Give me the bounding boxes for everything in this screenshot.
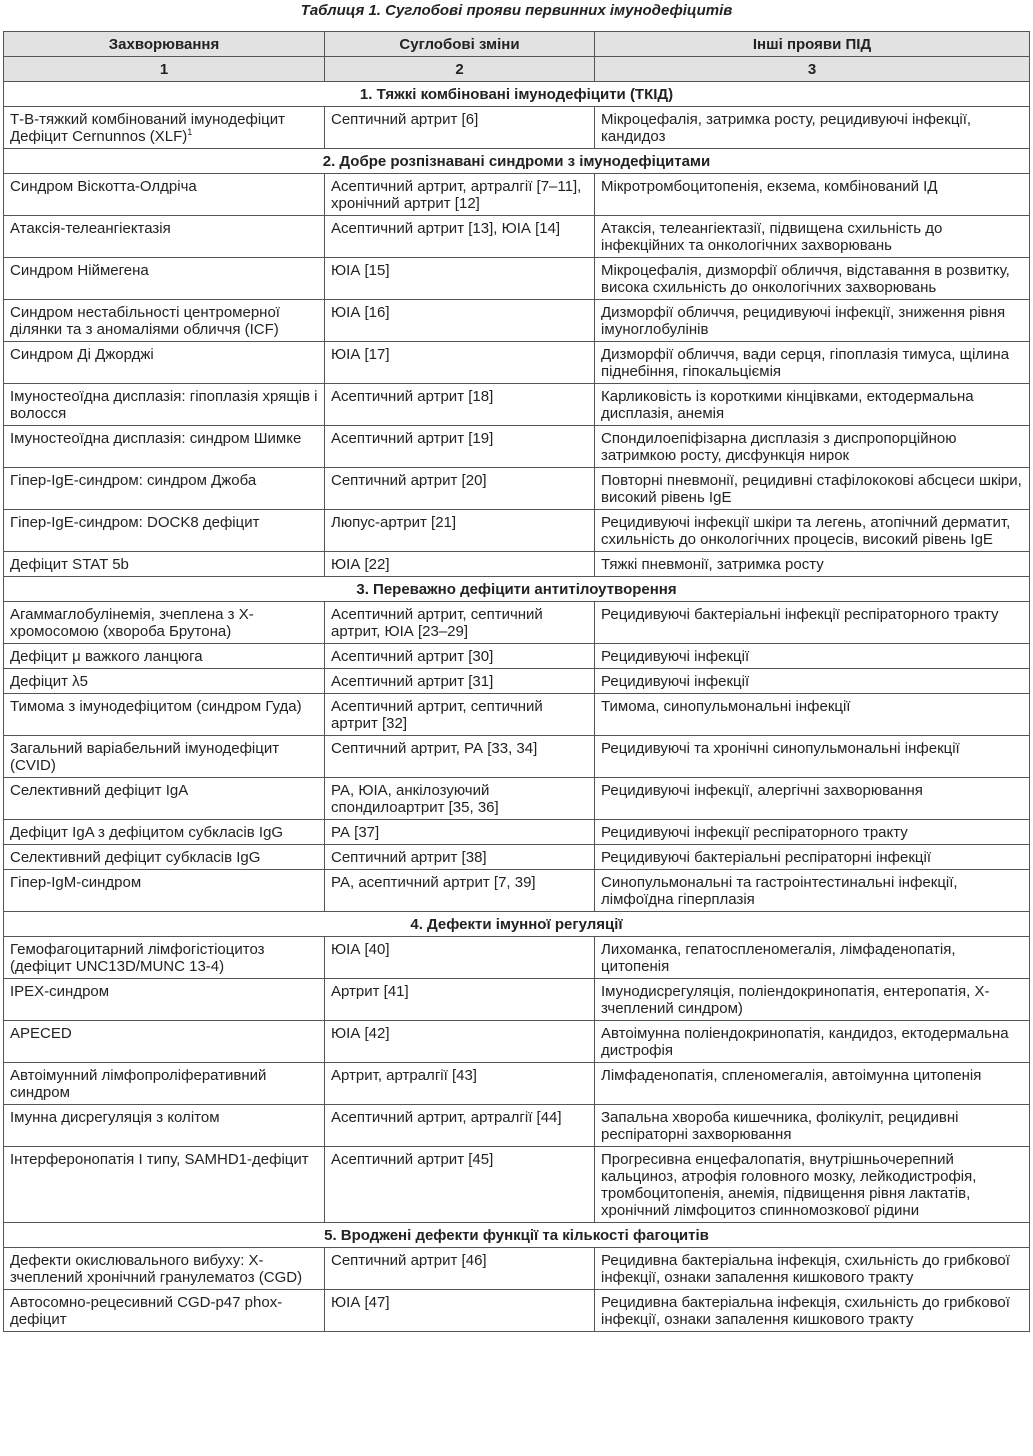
table-row: [4, 979, 1030, 1021]
disease-cell: [4, 342, 325, 384]
table-row: [4, 300, 1030, 342]
table-row: [4, 1248, 1030, 1290]
other-manifestations-cell: Рецидивна бактеріальна інфекція, схильність до грибкової інфекції, ознаки запалення кишкового тракту: [595, 1290, 1030, 1332]
other-manifestations-cell: Автоімунна поліендокринопатія, кандидоз, ектодермальна дистрофія: [595, 1021, 1030, 1063]
table-row: [4, 174, 1030, 216]
header-row: [4, 32, 1030, 57]
joint-changes-cell: Люпус-артрит [21]: [325, 510, 595, 552]
other-manifestations-cell: Тяжкі пневмонії, затримка росту: [595, 552, 1030, 577]
disease-name: Синдром Віскотта-Олдріча: [10, 178, 197, 195]
disease-cell: [4, 1021, 325, 1063]
disease-cell: [4, 107, 325, 149]
disease-name: Гіпер-IgE-синдром: DOCK8 дефіцит: [10, 514, 260, 531]
joint-changes-cell: Асептичний артрит, септичний артрит, ЮІА [23–29]: [325, 602, 595, 644]
disease-cell: [4, 1063, 325, 1105]
section-title: 1. Тяжкі комбіновані імунодефіцити (ТКІД): [4, 82, 1030, 107]
disease-cell: [4, 300, 325, 342]
joint-changes-cell: Асептичний артрит [18]: [325, 384, 595, 426]
disease-cell: [4, 669, 325, 694]
table-row: [4, 669, 1030, 694]
disease-cell: [4, 174, 325, 216]
table-row: [4, 694, 1030, 736]
disease-name: Дефіцит IgA з дефіцитом субкласів IgG: [10, 824, 284, 841]
disease-cell: [4, 979, 325, 1021]
disease-cell: [4, 552, 325, 577]
table-row: [4, 1063, 1030, 1105]
joint-changes-cell: Асептичний артрит, артралгії [7–11], хронічний артрит [12]: [325, 174, 595, 216]
table-row: [4, 1147, 1030, 1223]
disease-cell: [4, 258, 325, 300]
disease-cell: [4, 1147, 325, 1223]
disease-name: Інтерферонопатія I типу, SAMHD1-дефіцит: [10, 1151, 309, 1168]
joint-changes-cell: Асептичний артрит [30]: [325, 644, 595, 669]
joint-changes-cell: ЮІА [22]: [325, 552, 595, 577]
table-row: [4, 1021, 1030, 1063]
other-manifestations-cell: Лімфаденопатія, спленомегалія, автоімунна цитопенія: [595, 1063, 1030, 1105]
other-manifestations-cell: Рецидивуючі інфекції, алергічні захворювання: [595, 778, 1030, 820]
section-row: [4, 577, 1030, 602]
joint-changes-cell: Септичний артрит [46]: [325, 1248, 595, 1290]
joint-changes-cell: ЮІА [40]: [325, 937, 595, 979]
disease-cell: [4, 602, 325, 644]
disease-name: Дефіцит μ важкого ланцюга: [10, 648, 203, 665]
disease-name: Атаксія-телеангіектазія: [10, 220, 171, 237]
section-row: [4, 82, 1030, 107]
section-title: 2. Добре розпізнавані синдроми з імунодефіцитами: [4, 149, 1030, 174]
disease-cell: [4, 1105, 325, 1147]
disease-cell: [4, 426, 325, 468]
table-row: [4, 870, 1030, 912]
other-manifestations-cell: Рецидивуючі бактеріальні респіраторні інфекції: [595, 845, 1030, 870]
table-header: [4, 32, 1030, 82]
joint-changes-cell: Асептичний артрит [45]: [325, 1147, 595, 1223]
disease-name: Синдром нестабільності центромерної ділянки та з аномаліями обличчя (ICF): [10, 304, 280, 338]
joint-changes-cell: Асептичний артрит [31]: [325, 669, 595, 694]
disease-cell: [4, 216, 325, 258]
other-manifestations-cell: Рецидивна бактеріальна інфекція, схильність до грибкової інфекції, ознаки запалення кишкового тракту: [595, 1248, 1030, 1290]
other-manifestations-cell: Рецидивуючі інфекції: [595, 669, 1030, 694]
other-manifestations-cell: Рецидивуючі бактеріальні інфекції респіраторного тракту: [595, 602, 1030, 644]
section-row: [4, 149, 1030, 174]
disease-name: Дефіцит λ5: [10, 673, 89, 690]
other-manifestations-cell: Мікроцефалія, дизморфії обличчя, відставання в розвитку, висока схильність до онкологічних захворювань: [595, 258, 1030, 300]
table-row: [4, 1290, 1030, 1332]
other-manifestations-cell: Імунодисрегуляція, поліендокринопатія, ентеропатія, Х-зчеплений синдром): [595, 979, 1030, 1021]
table-row: [4, 1105, 1030, 1147]
other-manifestations-cell: Дизморфії обличчя, вади серця, гіпоплазія тимуса, щілина піднебіння, гіпокальціємія: [595, 342, 1030, 384]
other-manifestations-cell: Мікротромбоцитопенія, екзема, комбінований ІД: [595, 174, 1030, 216]
joint-changes-cell: Артрит, артралгії [43]: [325, 1063, 595, 1105]
disease-name: Дефекти окислювального вибуху: Х-зчеплений хронічний гранулематоз (CGD): [10, 1252, 303, 1286]
other-manifestations-cell: Тимома, синопульмональні інфекції: [595, 694, 1030, 736]
table-row: [4, 552, 1030, 577]
disease-cell: [4, 870, 325, 912]
disease-cell: [4, 1248, 325, 1290]
table-row: [4, 342, 1030, 384]
joint-changes-cell: Асептичний артрит, септичний артрит [32]: [325, 694, 595, 736]
disease-cell: [4, 694, 325, 736]
joint-changes-cell: Артрит [41]: [325, 979, 595, 1021]
joint-changes-cell: РА, ЮІА, анкілозуючий спондилоартрит [35, 36]: [325, 778, 595, 820]
other-manifestations-cell: Мікроцефалія, затримка росту, рецидивуючі інфекції, кандидоз: [595, 107, 1030, 149]
disease-name: Дефіцит STAT 5b: [10, 556, 129, 573]
joint-changes-cell: Септичний артрит, РА [33, 34]: [325, 736, 595, 778]
other-manifestations-cell: Прогресивна енцефалопатія, внутрішньочерепний кальциноз, атрофія головного мозку, лейкодистрофія, тромбоцитопенія, анемія, підвищення рівня лактатів, хронічний лімфоцитоз спинномозкової рідини: [595, 1147, 1030, 1223]
joint-changes-cell: Асептичний артрит [13], ЮІА [14]: [325, 216, 595, 258]
joint-changes-cell: Септичний артрит [20]: [325, 468, 595, 510]
other-manifestations-cell: Рецидивуючі інфекції респіраторного тракту: [595, 820, 1030, 845]
disease-cell: [4, 468, 325, 510]
disease-cell: [4, 937, 325, 979]
other-manifestations-cell: Рецидивуючі та хронічні синопульмональні інфекції: [595, 736, 1030, 778]
other-manifestations-cell: Дизморфії обличчя, рецидивуючі інфекції, зниження рівня імуноглобулінів: [595, 300, 1030, 342]
disease-name: Агаммаглобулінемія, зчеплена з Х-хромосомою (хвороба Брутона): [10, 606, 254, 640]
joint-changes-cell: Септичний артрит [38]: [325, 845, 595, 870]
joint-changes-cell: Септичний артрит [6]: [325, 107, 595, 149]
table-row: [4, 778, 1030, 820]
joint-changes-cell: Асептичний артрит, артралгії [44]: [325, 1105, 595, 1147]
disease-name: APECED: [10, 1025, 72, 1042]
disease-cell: [4, 778, 325, 820]
table-row: [4, 736, 1030, 778]
section-title: 3. Переважно дефіцити антитілоутворення: [4, 577, 1030, 602]
footnote-marker: 1: [187, 127, 193, 137]
joint-changes-cell: ЮІА [42]: [325, 1021, 595, 1063]
joint-changes-cell: РА [37]: [325, 820, 595, 845]
joint-changes-cell: ЮІА [16]: [325, 300, 595, 342]
other-manifestations-cell: Повторні пневмонії, рецидивні стафілококові абсцеси шкіри, високий рівень IgE: [595, 468, 1030, 510]
disease-name: Гіпер-IgE-синдром: синдром Джоба: [10, 472, 257, 489]
disease-name: Синдром Ніймегена: [10, 262, 149, 279]
header-joint-changes: Суглобові зміни: [325, 32, 595, 57]
disease-name: Селективний дефіцит субкласів IgG: [10, 849, 261, 866]
joint-changes-cell: ЮІА [47]: [325, 1290, 595, 1332]
table-row: [4, 820, 1030, 845]
header-number-row: [4, 57, 1030, 82]
other-manifestations-cell: Спондилоепіфізарна дисплазія з диспропорційною затримкою росту, дисфункція нирок: [595, 426, 1030, 468]
table-row: [4, 644, 1030, 669]
joint-changes-cell: ЮІА [17]: [325, 342, 595, 384]
section-row: [4, 912, 1030, 937]
joint-changes-cell: Асептичний артрит [19]: [325, 426, 595, 468]
other-manifestations-cell: Запальна хвороба кишечника, фолікуліт, рецидивні респіраторні захворювання: [595, 1105, 1030, 1147]
joint-changes-cell: ЮІА [15]: [325, 258, 595, 300]
header-disease: Захворювання: [4, 32, 325, 57]
disease-cell: [4, 845, 325, 870]
disease-name: Автоімунний лімфопроліферативний синдром: [10, 1067, 267, 1101]
joint-manifestations-table: [3, 31, 1030, 1332]
header-other-manifestations: Інші прояви ПІД: [595, 32, 1030, 57]
disease-cell: [4, 1290, 325, 1332]
disease-cell: [4, 510, 325, 552]
disease-cell: [4, 644, 325, 669]
other-manifestations-cell: Рецидивуючі інфекції: [595, 644, 1030, 669]
other-manifestations-cell: Атаксія, телеангіектазії, підвищена схильність до інфекційних та онкологічних захворювань: [595, 216, 1030, 258]
section-title: 4. Дефекти імунної регуляції: [4, 912, 1030, 937]
table-row: [4, 845, 1030, 870]
table-row: [4, 602, 1030, 644]
header-number-2: 2: [325, 57, 595, 82]
other-manifestations-cell: Рецидивуючі інфекції шкіри та легень, атопічний дерматит, схильність до онкологічних процесів, високий рівень IgE: [595, 510, 1030, 552]
disease-name: Тимома з імунодефіцитом (синдром Гуда): [10, 698, 302, 715]
table-row: [4, 384, 1030, 426]
header-number-1: 1: [4, 57, 325, 82]
disease-cell: [4, 820, 325, 845]
disease-name: Автосомно-рецесивний CGD-p47 phox-дефіцит: [10, 1294, 283, 1328]
disease-name: Селективний дефіцит IgA: [10, 782, 189, 799]
table-row: [4, 426, 1030, 468]
disease-name: Імуностеоїдна дисплазія: синдром Шимке: [10, 430, 302, 447]
table-row: [4, 216, 1030, 258]
table-caption: Таблиця 1. Суглобові прояви первинних імунодефіцитів: [300, 2, 733, 19]
disease-name: Гіпер-IgM-синдром: [10, 874, 142, 891]
other-manifestations-cell: Синопульмональні та гастроінтестинальні інфекції, лімфоїдна гіперплазія: [595, 870, 1030, 912]
section-row: [4, 1223, 1030, 1248]
disease-name: Гемофагоцитарний лімфогістіоцитоз (дефіцит UNC13D/MUNC 13-4): [10, 941, 265, 975]
disease-name: IPEX-синдром: [10, 983, 110, 1000]
table-body: [4, 82, 1030, 1332]
disease-name: Імуностеоїдна дисплазія: гіпоплазія хрящів і волосся: [10, 388, 318, 422]
other-manifestations-cell: Лихоманка, гепатоспленомегалія, лімфаденопатія, цитопенія: [595, 937, 1030, 979]
disease-name: Імунна дисрегуляція з колітом: [10, 1109, 220, 1126]
other-manifestations-cell: Карликовість із короткими кінцівками, ектодермальна дисплазія, анемія: [595, 384, 1030, 426]
section-title: 5. Вроджені дефекти функції та кількості фагоцитів: [4, 1223, 1030, 1248]
disease-name: Синдром Ді Джорджі: [10, 346, 154, 363]
disease-name: Загальний варіабельний імунодефіцит (CVID): [10, 740, 280, 774]
table-row: [4, 468, 1030, 510]
disease-name: Т-В-тяжкий комбінований імунодефіцит Дефіцит Cernunnos (XLF): [10, 111, 286, 145]
table-row: [4, 510, 1030, 552]
disease-cell: [4, 736, 325, 778]
table-row: [4, 107, 1030, 149]
joint-changes-cell: РА, асептичний артрит [7, 39]: [325, 870, 595, 912]
disease-cell: [4, 384, 325, 426]
table-row: [4, 258, 1030, 300]
header-number-3: 3: [595, 57, 1030, 82]
table-row: [4, 937, 1030, 979]
